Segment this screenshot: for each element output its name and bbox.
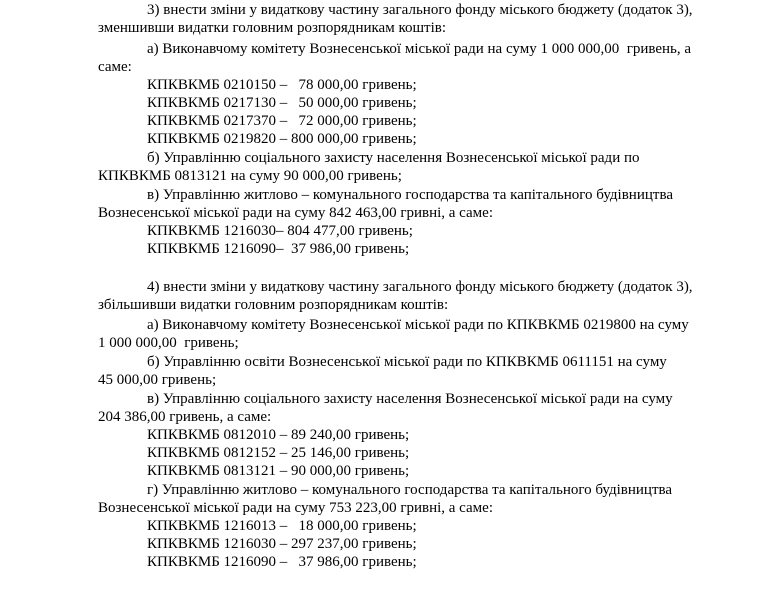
section-4-heading-cont: збільшивши видатки головним розпорядникам коштів: <box>98 297 449 313</box>
item-4d: г) Управлінню житлово – комунального господарства та капітального будівництва <box>147 482 673 498</box>
item-3c: в) Управлінню житлово – комунального господарства та капітального будівництва <box>147 187 673 203</box>
code-line: КПКВКМБ 0812152 – 25 146,00 гривень; <box>147 445 410 461</box>
code-line: КПКВКМБ 0812010 – 89 240,00 гривень; <box>147 427 410 443</box>
section-3-heading: 3) внести зміни у видаткову частину загального фонду міського бюджету (додаток 3), <box>147 2 693 18</box>
code-line: КПКВКМБ 1216090 – 37 986,00 гривень; <box>147 554 417 570</box>
code-line: КПКВКМБ 0813121 – 90 000,00 гривень; <box>147 463 410 479</box>
item-4b-cont: 45 000,00 гривень; <box>98 372 217 388</box>
code-line: КПКВКМБ 0219820 – 800 000,00 гривень; <box>147 131 417 147</box>
item-4a-cont: 1 000 000,00 гривень; <box>98 335 239 351</box>
item-3a: а) Виконавчому комітету Вознесенської міської ради на суму 1 000 000,00 гривень, а <box>147 41 692 57</box>
code-line: КПКВКМБ 1216013 – 18 000,00 гривень; <box>147 518 417 534</box>
item-4d-cont: Вознесенської міської ради на суму 753 223,00 гривні, а саме: <box>98 500 493 516</box>
item-3a-cont: саме: <box>98 59 132 75</box>
code-line: КПКВКМБ 0210150 – 78 000,00 гривень; <box>147 77 417 93</box>
code-line: КПКВКМБ 0217130 – 50 000,00 гривень; <box>147 95 417 111</box>
code-line: КПКВКМБ 1216030– 804 477,00 гривень; <box>147 223 413 239</box>
item-4c: в) Управлінню соціального захисту населення Вознесенської міської ради на суму <box>147 391 673 407</box>
item-4a: а) Виконавчому комітету Вознесенської міської ради по КПКВКМБ 0219800 на суму <box>147 317 689 333</box>
code-line: КПКВКМБ 0217370 – 72 000,00 гривень; <box>147 113 417 129</box>
section-3-heading-cont: зменшивши видатки головним розпорядникам коштів: <box>98 20 447 36</box>
item-4c-cont: 204 386,00 гривень, а саме: <box>98 409 272 425</box>
item-3b: б) Управлінню соціального захисту населення Вознесенської міської ради по <box>147 150 640 166</box>
code-line: КПКВКМБ 1216090– 37 986,00 гривень; <box>147 241 410 257</box>
item-4b: б) Управлінню освіти Вознесенської міської ради по КПКВКМБ 0611151 на суму <box>147 354 667 370</box>
code-line: КПКВКМБ 1216030 – 297 237,00 гривень; <box>147 536 417 552</box>
item-3c-cont: Вознесенської міської ради на суму 842 463,00 гривні, а саме: <box>98 205 493 221</box>
item-3b-cont: КПКВКМБ 0813121 на суму 90 000,00 гривень; <box>98 168 402 184</box>
section-4-heading: 4) внести зміни у видаткову частину загального фонду міського бюджету (додаток 3), <box>147 279 693 295</box>
